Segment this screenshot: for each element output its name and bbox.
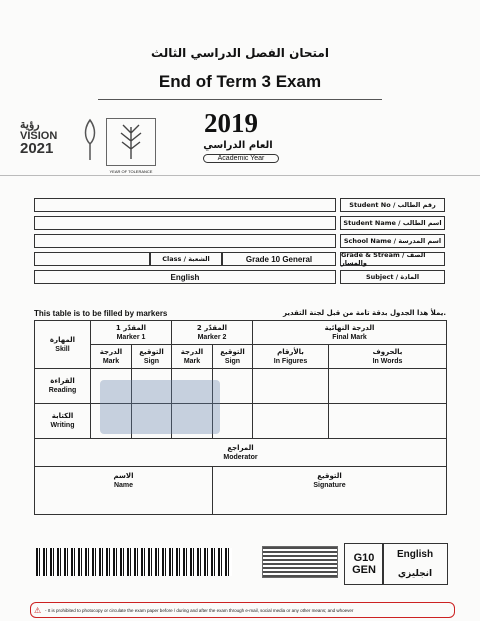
grade-code-box xyxy=(344,543,384,585)
writing-figures[interactable] xyxy=(253,404,329,439)
moderator-name-cell[interactable] xyxy=(35,467,213,515)
skill-header-ar: المهارة xyxy=(49,335,76,344)
m1-mark-ar: الدرجة xyxy=(99,347,123,356)
academic-year-label: Academic Year xyxy=(203,154,279,163)
signature-ar: التوقيع xyxy=(317,472,342,480)
barcode xyxy=(36,548,232,576)
m2-sign-ar: التوقيع xyxy=(220,347,245,356)
header-separator xyxy=(0,175,480,176)
grade-value: Grade 10 General xyxy=(222,252,336,266)
skill-header-en: Skill xyxy=(55,345,70,353)
exam-year: 2019 xyxy=(204,108,258,138)
footer-warning-text: - It is prohibited to photocopy or circulate the exam paper before / during and after the exam through e-mail, social media or any other means; and whoever xyxy=(45,607,354,613)
footer-warning xyxy=(30,602,455,618)
reading-row xyxy=(35,369,447,404)
subject-english: English xyxy=(396,548,434,560)
marker1-header xyxy=(91,321,172,345)
grade-stream-label: Grade & Stream / الصف والمسار xyxy=(340,252,445,266)
watermark-logo xyxy=(100,380,220,434)
year-of-tolerance-logo xyxy=(106,118,156,174)
vision-year: 2021 xyxy=(20,140,54,157)
moderator-header xyxy=(35,439,447,467)
reading-words[interactable] xyxy=(329,369,447,404)
vision-arabic: رؤية xyxy=(20,119,40,131)
writing-words[interactable] xyxy=(329,404,447,439)
m2-sign-en: Sign xyxy=(224,357,241,365)
student-name-field[interactable] xyxy=(34,216,336,230)
stream-code: GEN xyxy=(352,564,376,576)
m2-mark-ar: الدرجة xyxy=(180,347,204,356)
exam-title-arabic: امتحان الفصل الدراسي الثالث xyxy=(151,46,329,60)
marker2-header xyxy=(172,321,253,345)
figures-en: In Figures xyxy=(273,357,308,365)
writing-row xyxy=(35,404,447,439)
subject-arabic: انجليزي xyxy=(397,569,433,580)
reading-figures[interactable] xyxy=(253,369,329,404)
words-ar: بالحروف xyxy=(372,347,403,356)
moderator-en: Moderator xyxy=(223,453,258,461)
student-no-label: Student No / رقم الطالب xyxy=(340,198,445,212)
warning-icon: ⚠ xyxy=(34,606,42,615)
marker1-header-en: Marker 1 xyxy=(116,333,146,341)
student-no-field[interactable] xyxy=(34,198,336,212)
final-mark-header xyxy=(253,321,447,345)
student-name-label: Student Name / اسم الطالب xyxy=(340,216,445,230)
grade-code: G10 xyxy=(353,552,375,564)
m2-mark-en: Mark xyxy=(183,357,201,365)
figures-ar: بالأرقام xyxy=(277,347,304,356)
writing-label xyxy=(35,404,91,439)
m1-sign-header xyxy=(132,345,172,369)
vision-text: VISION xyxy=(20,130,58,142)
emblem-icon xyxy=(80,118,100,162)
school-name-label: School Name / اسم المدرسة xyxy=(340,234,445,248)
moderator-ar: المراجع xyxy=(227,443,254,452)
words-en: In Words xyxy=(372,357,403,365)
name-en: Name xyxy=(113,482,134,489)
writing-ar: الكتابة xyxy=(51,412,74,420)
tolerance-caption: YEAR OF TOLERANCE xyxy=(109,169,153,174)
exam-title: End of Term 3 Exam xyxy=(158,72,322,91)
marker2-header-en: Marker 2 xyxy=(197,333,227,341)
final-mark-header-ar: الدرجة النهائية xyxy=(324,323,375,332)
skill-header xyxy=(35,321,91,369)
words-header xyxy=(329,345,447,369)
class-label: Class / الشعبة xyxy=(150,252,222,266)
m2-mark-header xyxy=(172,345,213,369)
vision-2021-logo xyxy=(20,120,78,162)
signature-en: Signature xyxy=(313,482,346,489)
moderator-signature-cell[interactable] xyxy=(213,467,447,515)
school-name-field[interactable] xyxy=(34,234,336,248)
m1-mark-header xyxy=(91,345,132,369)
markers-note: This table is to be filled by markers xyxy=(34,309,168,318)
m1-sign-en: Sign xyxy=(143,357,160,365)
m1-mark-en: Mark xyxy=(102,357,120,365)
title-divider xyxy=(98,99,382,100)
reading-en: Reading xyxy=(48,387,77,394)
m1-sign-ar: التوقيع xyxy=(139,347,164,356)
subject-value: English xyxy=(34,270,336,284)
marker2-header-ar: المقدّر 2 xyxy=(196,323,228,332)
subject-label: Subject / المادة xyxy=(340,270,445,284)
subject-box xyxy=(382,543,448,585)
class-field[interactable] xyxy=(34,252,150,266)
qr-code xyxy=(262,546,338,578)
writing-en: Writing xyxy=(50,422,75,429)
marks-table xyxy=(34,320,447,515)
marker1-header-ar: المقدّر 1 xyxy=(115,323,147,332)
reading-label xyxy=(35,369,91,404)
final-mark-header-en: Final Mark xyxy=(332,333,367,341)
name-ar: الاسم xyxy=(113,472,134,480)
m2-sign-header xyxy=(213,345,253,369)
academic-year-arabic: العام الدراسي xyxy=(203,140,273,151)
reading-ar: القراءة xyxy=(50,377,75,385)
figures-header xyxy=(253,345,329,369)
markers-note-arabic: يملأ هذا الجدول بدقة تامة من قبل لجنة التقدير. xyxy=(282,309,446,317)
